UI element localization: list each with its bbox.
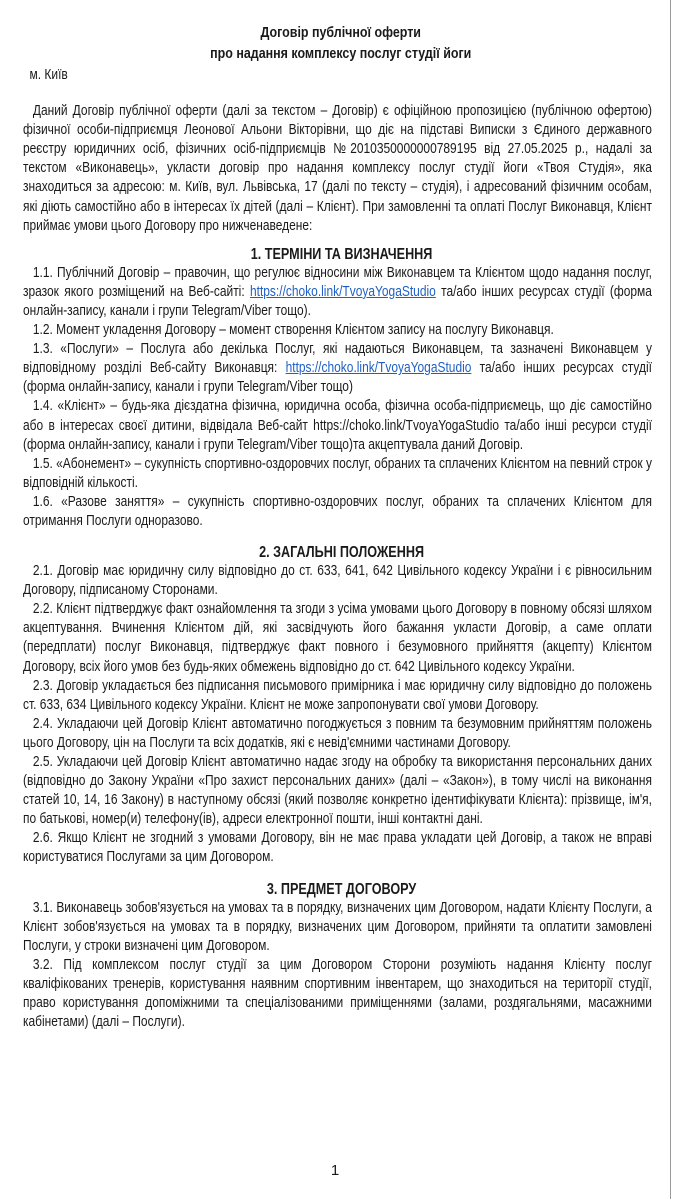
clause-text: та/або інших ресурсах студії (форма онлайн-запису, канали і групи Telegram/Viber тощо) bbox=[23, 360, 652, 396]
clause-1-6: 1.6. «Разове заняття» – сукупність спортивно-оздоровчих послуг, обраних та сплачених Клієнтом для отримання Послуги одноразово. bbox=[23, 493, 652, 529]
document-subtitle: про надання комплексу послуг студії йоги bbox=[210, 45, 472, 62]
clause-1-1 bbox=[23, 264, 652, 321]
clause-3-2: 3.2. Під комплексом послуг студії за цим Договором Сторони розуміють надання Клієнту послуг кваліфікованих тренерів, користування наявним спортивним інвентарем, що знаходиться на території студії, право користування допоміжними та спеціалізованими приміщеннями (залами, роздягальнями, масажними кабінетами) (далі – Послуги). bbox=[23, 956, 652, 1031]
clause-1-5: 1.5. «Абонемент» – сукупність спортивно-оздоровчих послуг, обраних та сплачених Клієнтом на певний строк у відповідній кількості. bbox=[23, 455, 652, 491]
website-link[interactable]: https://choko.link/TvoyaYogaStudio bbox=[285, 360, 472, 377]
clause-1-4: 1.4. «Клієнт» – будь-яка дієздатна фізична, юридична особа, фізична особа-підприємець, що діє самостійно або в інтересах своєї дитини, відвідала Веб-сайт https://choko.link/TvoyaYogaStudio та/або інші ресурси студії (форма онлайн-запису, канали і групи Telegram/Viber тощо)та акцептувала даний Договір. bbox=[23, 398, 652, 453]
document-city: м. Київ bbox=[29, 67, 68, 83]
website-link[interactable]: https://choko.link/TvoyaYogaStudio bbox=[249, 283, 436, 300]
clause-1-2: 1.2. Момент укладення Договору – момент створення Клієнтом запису на послугу Виконавця. bbox=[32, 322, 554, 339]
page-number: 1 bbox=[330, 1162, 340, 1179]
intro-block bbox=[23, 102, 652, 236]
clause-3-1: 3.1. Виконавець зобов'язується на умовах та в порядку, визначених цим Договором, надати Клієнту Послуги, а Клієнт зобов'язується на умовах та в порядку, визначених цим Договором, прийняти та оплатити замовлені Послуги, у строки визначені цим Договором. bbox=[23, 899, 652, 954]
clause-text: 1.3. «Послуги» – Послуга або декілька Послуг, які надаються Виконавцем, та зазначені Виконавцем у відповідному розділі Веб-сайту Виконавця: bbox=[23, 341, 652, 377]
section-heading-general: 2. ЗАГАЛЬНІ ПОЛОЖЕННЯ bbox=[259, 544, 425, 562]
clause-2-2: 2.2. Клієнт підтверджує факт ознайомлення та згоди з усіма умовами цього Договору в повному обсязі шляхом акцептування. Вчинення Клієнтом дій, які засвідчують його бажання укласти Договір, а саме оплати (передплати) послуг Виконавця, підтверджує факт повного і безумовного прийняття (акцепту) Клієнтом Договору, всіх його умов без будь-яких обмежень відповідно до ст. 642 Цивільного кодексу України. bbox=[23, 601, 652, 675]
clause-2-3: 2.3. Договір укладається без підписання письмового примірника і має юридичну силу відповідно до положень ст. 633, 634 Цивільного кодексу України. Клієнт не може запропонувати свої умови Договору. bbox=[23, 677, 652, 713]
document-body bbox=[23, 0, 652, 1032]
intro-paragraph: Даний Договір публічної оферти (далі за текстом – Договір) є офіційною пропозицією (публічною офертою) фізичної особи-підприємця Леонової Альони Вікторівни, що діє на підставі Виписки з Єдиного державного реєстру юридичних осіб, фізичних осіб-підприємців №2010350000000789195 від 27.05.2025 р., надалі за текстом «Виконавець», укласти договір про надання комплексу послуг студії йоги «Твоя Студія», яка знаходиться за адресою: м. Київ, вул. Львівська, 17 (далі по тексту – студія), і адресований фізичним особам, які діють самостійно або в інтересах їх дітей (далі – Клієнт). При замовленні та оплаті Послуг Виконавця, Клієнт приймає умови цього Договору про нижченаведене: bbox=[23, 103, 652, 234]
clause-text: та/або інших ресурсах студії (форма онлайн-запису, канали і групи Telegram/Viber тощо). bbox=[23, 283, 652, 319]
clause-2-5: 2.5. Укладаючи цей Договір Клієнт автоматично надає згоду на обробку та використання персональних даних (відповідно до Закону України «Про захист персональних даних» (далі – «Закон»), в тому числі на виконання статей 10, 14, 16 Закону) в наступному обсязі (який позволяє конкретно ідентифікувати Клієнта): прізвище, ім'я, по батькові, номер(и) телефону(ів), адреси електронної пошти, інші контактні дані. bbox=[23, 754, 652, 828]
section-heading-terms: 1. ТЕРМІНИ ТА ВИЗНАЧЕННЯ bbox=[250, 245, 433, 263]
clause-1-3 bbox=[23, 340, 652, 397]
document-title: Договір публічної оферти bbox=[260, 24, 421, 41]
clause-2-1: 2.1. Договір має юридичну силу відповідно до ст. 633, 641, 642 Цивільного кодексу України і є рівносильним Договору, підписаному Сторонами. bbox=[23, 563, 652, 599]
section-heading-subject: 3. ПРЕДМЕТ ДОГОВОРУ bbox=[266, 880, 417, 898]
clause-2-4: 2.4. Укладаючи цей Договір Клієнт автоматично погоджується з повним та безумовним прийняттям положень цього Договору, цін на Послуги та всіх додатків, які є невід'ємними частинами Договору. bbox=[23, 715, 652, 751]
clause-text: 1.1. Публічний Договір – правочин, що регулює відносини між Виконавцем та Клієнтом щодо надання послуг, зразок якого розміщений на Веб-сайті: bbox=[23, 264, 652, 300]
clause-2-6: 2.6. Якщо Клієнт не згодний з умовами Договору, він не має права укладати цей Договір, а також не вправі користуватися Послугами за цим Договором. bbox=[23, 830, 652, 866]
